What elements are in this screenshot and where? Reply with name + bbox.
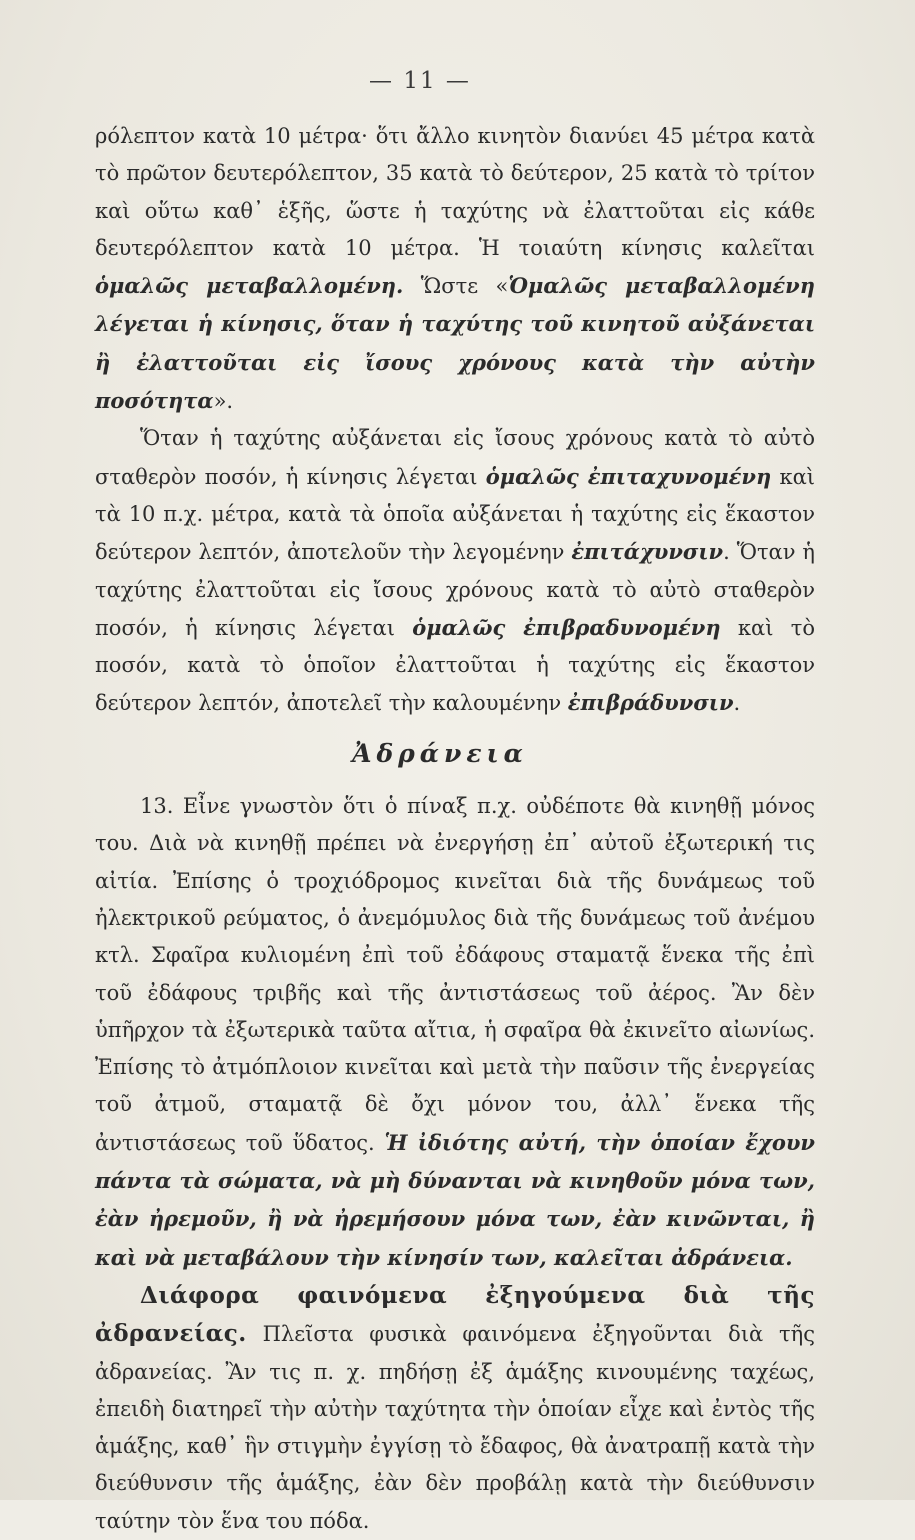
text-run: 13. Εἶνε γνωστὸν ὅτι ὁ πίναξ π.χ. οὐδέποτε θὰ κινηθῇ μόνος του. Διὰ νὰ κινηθῇ πρέπει νὰ ἐνεργήσῃ ἐπ᾽ αὐτοῦ ἐξωτερική τις αἰτία. Ἐπίσης ὁ τροχιόδρομος κινεῖται διὰ τῆς δυνάμεως τοῦ ἠλεκτρικοῦ ρεύματος, ὁ ἀνεμόμυλος διὰ τῆς δυνάμεως τοῦ ἀνέμου κτλ. Σφαῖρα κυλιομένη ἐπὶ τοῦ ἐδάφους σταματᾷ ἕνεκα τῆς ἐπὶ τοῦ ἐδάφους τριβῆς καὶ τῆς ἀντιστάσεως τοῦ ἀέρος. Ἂν δὲν ὑπῆρχον τὰ ἐξωτερικὰ ταῦτα αἴτια, ἡ σφαῖρα θὰ ἐκινεῖτο αἰωνίως. Ἐπίσης τὸ ἀτμόπλοιον κινεῖται καὶ μετὰ τὴν παῦσιν τῆς ἐνεργείας τοῦ ἀτμοῦ, σταματᾷ δὲ ὄχι μόνον του, ἀλλ᾽ ἕνεκα τῆς ἀντιστάσεως τοῦ ὕδατος. (95, 794, 815, 1155)
text-run: ». (213, 389, 234, 414)
paragraph-inertia-phenomena (95, 1277, 815, 1540)
term-deceleration: ἐπιβράδυνσιν (567, 690, 734, 716)
subheading-phenomena: Διάφορα φαινόμενα ἐξηγούμενα διὰ τῆς ἀδρανείας. (95, 1281, 815, 1348)
text-run: . Ὅταν ἡ ταχύτης ἐλαττοῦται εἰς ἴσους χρόνους κατὰ τὸ αὐτὸ σταθερὸν ποσόν, ἡ κίνησις λέγεται (95, 540, 815, 640)
term-uniformly-accelerated: ὁμαλῶς ἐπιταχυνομένη (485, 463, 772, 489)
term-uniformly-decelerated: ὁμαλῶς ἐπιβραδυνομένη (412, 614, 721, 640)
term-uniformly-varied: ὁμαλῶς μεταβαλλομένη. (95, 273, 404, 299)
page-body (95, 118, 815, 1540)
section-heading-inertia: Ἀδράνεια (352, 738, 528, 768)
text-run: Ὅταν ἡ ταχύτης αὐξάνεται εἰς ἴσους χρόνους κατὰ τὸ αὐτὸ σταθερὸν ποσόν, ἡ κίνησις λέγεται (95, 426, 815, 489)
text-run: ρόλεπτον κατὰ 10 μέτρα· ὅτι ἄλλο κινητὸν διανύει 45 μέτρα κατὰ τὸ πρῶτον δευτερόλεπτον, 35 κατὰ τὸ δεύτερον, 25 κατὰ τὸ τρίτον καὶ οὕτω καθ᾽ ἑξῆς, ὥστε ἡ ταχύτης νὰ ἐλαττοῦται εἰς κάθε δευτερόλεπτον κατὰ 10 μέτρα. Ἡ τοιαύτη κίνησις καλεῖται (95, 124, 815, 260)
text-run: καὶ τὰ 10 π.χ. μέτρα, κατὰ τὰ ὁποῖα αὐξάνεται ἡ ταχύτης εἰς ἕκαστον δεύτερον λεπτόν, ἀποτελοῦν τὴν λεγομένην (95, 464, 816, 565)
text-run: Ὥστε « (403, 274, 509, 299)
paragraph-uniform-variable-motion (95, 118, 815, 420)
paragraph-inertia (95, 788, 815, 1277)
paragraph-acceleration (95, 420, 815, 722)
text-run: Πλεῖστα φυσικὰ φαινόμενα ἐξηγοῦνται διὰ τῆς ἀδρανείας. Ἂν τις π. χ. πηδήσῃ ἐξ ἁμάξης κινουμένης ταχέως, ἐπειδὴ διατηρεῖ τὴν αὐτὴν ταχύτητα τὴν ὁποίαν εἶχε καὶ ἐντὸς τῆς ἁμάξης, καθ᾽ ἣν στιγμὴν ἐγγίσῃ τὸ ἔδαφος, θὰ ἀνατραπῇ κατὰ τὴν διεύθυνσιν τῆς ἁμάξης, ἐὰν δὲν προβάλῃ κατὰ τὴν διεύθυνσιν ταύτην τὸν ἕνα του πόδα. (95, 1322, 815, 1533)
term-acceleration: ἐπιτάχυνσιν (571, 539, 724, 565)
text-run: . (733, 691, 741, 716)
definition-inertia: Ἡ ἰδιότης αὐτή, τὴν ὁποίαν ἔχουν πάντα τὰ σώματα, νὰ μὴ δύνανται νὰ κινηθοῦν μόνα των, ἐὰν ἠρεμοῦν, ἢ νὰ ἠρεμήσουν μόνα των, ἐὰν κινῶνται, ἢ καὶ νὰ μεταβάλουν τὴν κίνησίν των, καλεῖται ἀδράνεια. (95, 1129, 816, 1270)
definition-uniformly-varied: Ὁμαλῶς μεταβαλλομένη λέγεται ἡ κίνησις, ὅταν ἡ ταχύτης τοῦ κινητοῦ αὐξάνεται ἢ ἐλαττοῦται εἰς ἴσους χρόνους κατὰ τὴν αὐτὴν ποσότητα (95, 273, 815, 414)
text-run: καὶ τὸ ποσόν, κατὰ τὸ ὁποῖον ἐλαττοῦται ἡ ταχύτης εἰς ἕκαστον δεύτερον λεπτόν, ἀποτελεῖ τὴν καλουμένην (95, 615, 815, 716)
page-number: — 11 — (369, 68, 471, 94)
